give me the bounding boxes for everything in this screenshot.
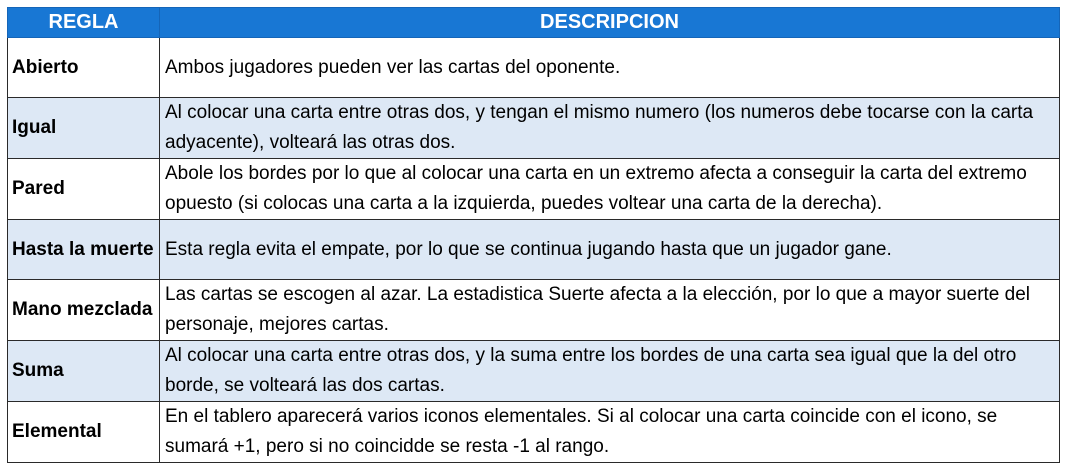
rule-name-cell: Pared (8, 159, 160, 220)
table-row (8, 159, 1060, 220)
rule-name-cell: Igual (8, 98, 160, 159)
table-row (8, 38, 1060, 98)
rule-name-cell: Hasta la muerte (8, 220, 160, 280)
rule-description-cell: Esta regla evita el empate, por lo que se continua jugando hasta que un jugador gane. (160, 220, 1060, 280)
table-header (8, 8, 1060, 38)
header-description: DESCRIPCION (160, 8, 1060, 38)
rule-name-cell: Abierto (8, 38, 160, 98)
rule-description-cell: En el tablero aparecerá varios iconos elementales. Si al colocar una carta coincide con el icono, se sumará +1, pero si no coincidde se resta -1 al rango. (160, 402, 1060, 463)
rule-description-cell: Las cartas se escogen al azar. La estadistica Suerte afecta a la elección, por lo que a mayor suerte del personaje, mejores cartas. (160, 280, 1060, 341)
table-row (8, 98, 1060, 159)
table-row (8, 220, 1060, 280)
rule-description-cell: Ambos jugadores pueden ver las cartas del oponente. (160, 38, 1060, 98)
header-rule: REGLA (8, 8, 160, 38)
table-row (8, 280, 1060, 341)
rule-description-cell: Al colocar una carta entre otras dos, y tengan el mismo numero (los numeros debe tocarse con la carta adyacente), volteará las otras dos. (160, 98, 1060, 159)
table-row (8, 402, 1060, 463)
rule-name-cell: Suma (8, 341, 160, 402)
rule-description-cell: Al colocar una carta entre otras dos, y la suma entre los bordes de una carta sea igual que la del otro borde, se volteará las dos cartas. (160, 341, 1060, 402)
table-row (8, 341, 1060, 402)
rule-name-cell: Mano mezclada (8, 280, 160, 341)
header-row (8, 8, 1060, 38)
rule-description-cell: Abole los bordes por lo que al colocar una carta en un extremo afecta a conseguir la carta del extremo opuesto (si colocas una carta a la izquierda, puedes voltear una carta de la derecha). (160, 159, 1060, 220)
rule-name-cell: Elemental (8, 402, 160, 463)
rules-table (7, 7, 1060, 463)
table-body (8, 38, 1060, 463)
